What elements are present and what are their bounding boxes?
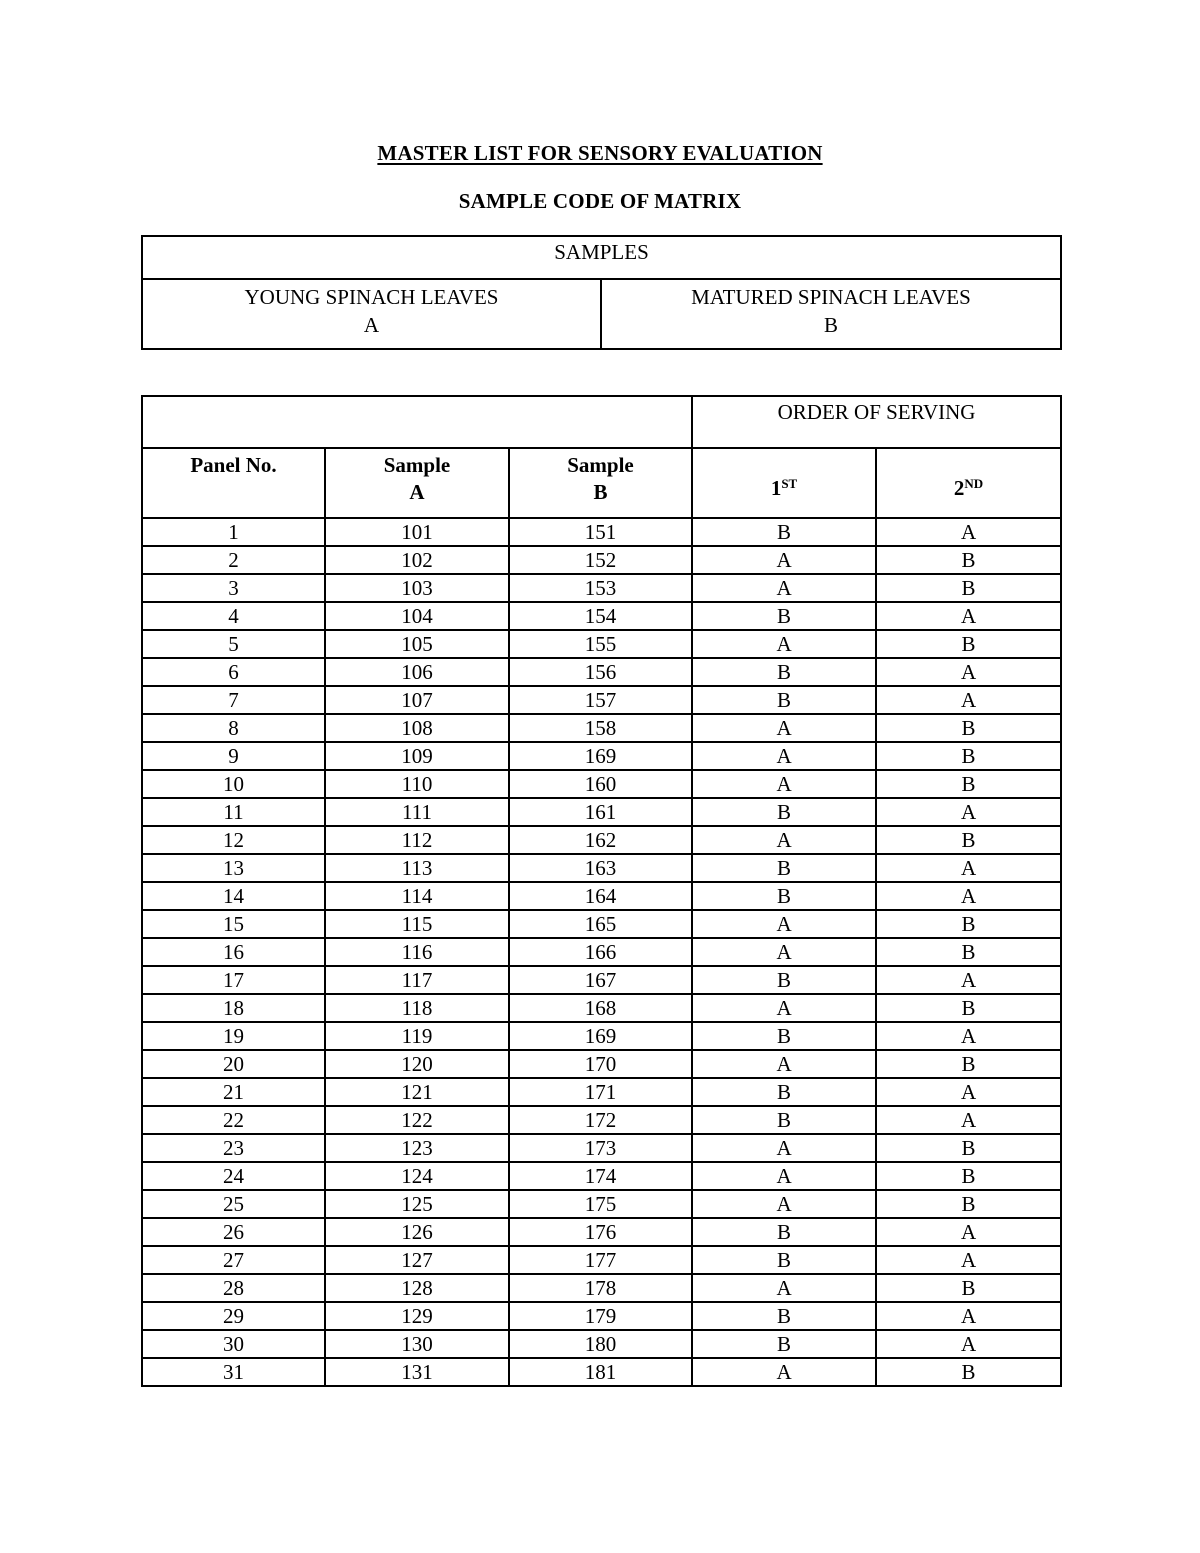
second-serving-cell: A: [876, 966, 1061, 994]
sample-b-code-cell: 169: [509, 742, 692, 770]
second-serving-cell: A: [876, 1106, 1061, 1134]
sample-b-code-cell: 173: [509, 1134, 692, 1162]
serving-matrix-table: [141, 395, 1062, 1387]
sample-b-code-cell: 175: [509, 1190, 692, 1218]
second-serving-cell: A: [876, 1078, 1061, 1106]
first-serving-cell: A: [692, 1134, 876, 1162]
sample-b-code-cell: 168: [509, 994, 692, 1022]
second-serving-cell: A: [876, 798, 1061, 826]
panel-no-cell: 2: [142, 546, 325, 574]
table-row: [142, 1078, 1061, 1106]
sample-a-code-cell: 127: [325, 1246, 509, 1274]
first-order-suffix: ST: [781, 475, 798, 491]
second-serving-cell: B: [876, 770, 1061, 798]
sample-b-code-cell: 164: [509, 882, 692, 910]
panel-no-cell: 26: [142, 1218, 325, 1246]
first-serving-cell: A: [692, 546, 876, 574]
sample-a-code-cell: 108: [325, 714, 509, 742]
panel-no-cell: 24: [142, 1162, 325, 1190]
sample-a-code-cell: 104: [325, 602, 509, 630]
sample-b-code-cell: 171: [509, 1078, 692, 1106]
panel-no-cell: 7: [142, 686, 325, 714]
sample-a-code-cell: 115: [325, 910, 509, 938]
first-serving-cell: B: [692, 1078, 876, 1106]
sample-b-header-line1: Sample: [567, 453, 634, 477]
first-serving-cell: A: [692, 826, 876, 854]
panel-no-cell: 15: [142, 910, 325, 938]
second-serving-cell: A: [876, 658, 1061, 686]
table-row: [142, 1330, 1061, 1358]
first-serving-cell: A: [692, 1274, 876, 1302]
samples-row: [142, 279, 1061, 349]
first-serving-cell: A: [692, 1358, 876, 1386]
sample-matured-cell: [601, 279, 1061, 349]
second-serving-cell: B: [876, 910, 1061, 938]
panel-no-cell: 9: [142, 742, 325, 770]
group-header-row: [142, 396, 1061, 448]
sample-b-code-cell: 152: [509, 546, 692, 574]
panel-no-cell: 23: [142, 1134, 325, 1162]
second-serving-cell: B: [876, 574, 1061, 602]
panel-no-cell: 27: [142, 1246, 325, 1274]
sample-b-code-cell: 154: [509, 602, 692, 630]
sample-a-header: [325, 448, 509, 518]
sample-b-header: [509, 448, 692, 518]
sample-b-code-cell: 178: [509, 1274, 692, 1302]
sample-a-code-cell: 126: [325, 1218, 509, 1246]
sample-a-code-cell: 114: [325, 882, 509, 910]
sample-name: MATURED SPINACH LEAVES: [691, 285, 971, 309]
sample-a-code-cell: 129: [325, 1302, 509, 1330]
first-serving-cell: A: [692, 1190, 876, 1218]
first-serving-cell: A: [692, 994, 876, 1022]
first-serving-cell: A: [692, 574, 876, 602]
table-row: [142, 798, 1061, 826]
sample-b-code-cell: 169: [509, 1022, 692, 1050]
sample-a-code-cell: 116: [325, 938, 509, 966]
first-order-number: 1: [770, 475, 782, 500]
table-row: [142, 1050, 1061, 1078]
sample-young-cell: [142, 279, 601, 349]
first-serving-cell: B: [692, 798, 876, 826]
panel-no-cell: 25: [142, 1190, 325, 1218]
sample-b-code-cell: 181: [509, 1358, 692, 1386]
sample-a-code-cell: 103: [325, 574, 509, 602]
sample-a-code-cell: 110: [325, 770, 509, 798]
first-serving-cell: A: [692, 742, 876, 770]
panel-no-cell: 21: [142, 1078, 325, 1106]
sample-a-code-cell: 120: [325, 1050, 509, 1078]
sample-a-code-cell: 128: [325, 1274, 509, 1302]
first-serving-cell: B: [692, 1246, 876, 1274]
second-order-header: [876, 448, 1061, 518]
table-row: [142, 574, 1061, 602]
panel-no-cell: 10: [142, 770, 325, 798]
first-serving-cell: B: [692, 686, 876, 714]
sample-b-code-cell: 163: [509, 854, 692, 882]
second-order-suffix: ND: [964, 475, 984, 491]
sample-a-code-cell: 130: [325, 1330, 509, 1358]
table-row: [142, 1022, 1061, 1050]
second-serving-cell: A: [876, 854, 1061, 882]
sample-b-code-cell: 177: [509, 1246, 692, 1274]
first-serving-cell: A: [692, 910, 876, 938]
table-row: [142, 518, 1061, 546]
table-row: [142, 546, 1061, 574]
sample-a-code-cell: 122: [325, 1106, 509, 1134]
panel-no-cell: 11: [142, 798, 325, 826]
table-row: [142, 882, 1061, 910]
sample-a-code-cell: 113: [325, 854, 509, 882]
second-serving-cell: B: [876, 1274, 1061, 1302]
sample-a-code-cell: 105: [325, 630, 509, 658]
samples-table: [141, 235, 1062, 350]
second-serving-cell: A: [876, 686, 1061, 714]
sample-a-code-cell: 117: [325, 966, 509, 994]
panel-no-cell: 17: [142, 966, 325, 994]
first-serving-cell: B: [692, 658, 876, 686]
panel-no-cell: 8: [142, 714, 325, 742]
table-row: [142, 994, 1061, 1022]
sample-code: A: [363, 313, 380, 337]
panel-no-cell: 5: [142, 630, 325, 658]
panel-no-cell: 4: [142, 602, 325, 630]
first-serving-cell: A: [692, 938, 876, 966]
sample-name: YOUNG SPINACH LEAVES: [244, 285, 499, 309]
sample-a-code-cell: 109: [325, 742, 509, 770]
second-serving-cell: A: [876, 1218, 1061, 1246]
panel-no-cell: 3: [142, 574, 325, 602]
sample-b-code-cell: 158: [509, 714, 692, 742]
sample-b-code-cell: 153: [509, 574, 692, 602]
sample-b-code-cell: 165: [509, 910, 692, 938]
panel-no-cell: 6: [142, 658, 325, 686]
panel-no-cell: 19: [142, 1022, 325, 1050]
table-row: [142, 1162, 1061, 1190]
second-serving-cell: B: [876, 742, 1061, 770]
sample-b-code-cell: 155: [509, 630, 692, 658]
first-serving-cell: B: [692, 1218, 876, 1246]
second-serving-cell: B: [876, 1190, 1061, 1218]
sample-b-code-cell: 179: [509, 1302, 692, 1330]
table-row: [142, 910, 1061, 938]
first-serving-cell: A: [692, 630, 876, 658]
second-serving-cell: B: [876, 714, 1061, 742]
table-row: [142, 630, 1061, 658]
sample-b-code-cell: 176: [509, 1218, 692, 1246]
panel-no-cell: 28: [142, 1274, 325, 1302]
second-order-number: 2: [953, 475, 965, 500]
table-row: [142, 770, 1061, 798]
sample-b-code-cell: 170: [509, 1050, 692, 1078]
samples-header: SAMPLES: [142, 236, 1061, 279]
second-serving-cell: B: [876, 938, 1061, 966]
first-serving-cell: B: [692, 1302, 876, 1330]
table-row: [142, 1302, 1061, 1330]
order-of-serving-header: ORDER OF SERVING: [692, 396, 1061, 448]
second-serving-cell: B: [876, 1134, 1061, 1162]
sample-b-code-cell: 161: [509, 798, 692, 826]
document-title: MASTER LIST FOR SENSORY EVALUATION: [377, 141, 823, 165]
panel-no-cell: 1: [142, 518, 325, 546]
second-serving-cell: B: [876, 1162, 1061, 1190]
document-subtitle: SAMPLE CODE OF MATRIX: [458, 189, 742, 213]
sample-a-code-cell: 107: [325, 686, 509, 714]
column-header-row: [142, 448, 1061, 518]
first-serving-cell: B: [692, 854, 876, 882]
sample-a-code-cell: 111: [325, 798, 509, 826]
first-serving-cell: A: [692, 1162, 876, 1190]
sample-a-code-cell: 123: [325, 1134, 509, 1162]
sample-b-code-cell: 180: [509, 1330, 692, 1358]
table-row: [142, 1106, 1061, 1134]
table-row: [142, 742, 1061, 770]
table-row: [142, 686, 1061, 714]
sample-b-code-cell: 162: [509, 826, 692, 854]
sample-b-code-cell: 166: [509, 938, 692, 966]
first-order-header: [692, 448, 876, 518]
table-row: [142, 826, 1061, 854]
second-serving-cell: A: [876, 1302, 1061, 1330]
second-serving-cell: A: [876, 518, 1061, 546]
sample-b-code-cell: 174: [509, 1162, 692, 1190]
table-row: [142, 1358, 1061, 1386]
panel-no-cell: 14: [142, 882, 325, 910]
sample-b-code-cell: 157: [509, 686, 692, 714]
panel-no-cell: 18: [142, 994, 325, 1022]
panel-no-header: Panel No.: [142, 448, 325, 518]
panel-no-cell: 20: [142, 1050, 325, 1078]
first-serving-cell: B: [692, 518, 876, 546]
table-row: [142, 1246, 1061, 1274]
sample-a-header-line2: A: [409, 480, 425, 504]
sample-b-code-cell: 151: [509, 518, 692, 546]
second-serving-cell: A: [876, 882, 1061, 910]
first-serving-cell: B: [692, 882, 876, 910]
table-row: [142, 938, 1061, 966]
panel-no-cell: 22: [142, 1106, 325, 1134]
table-row: [142, 1190, 1061, 1218]
panel-no-cell: 12: [142, 826, 325, 854]
second-serving-cell: B: [876, 1358, 1061, 1386]
first-serving-cell: B: [692, 966, 876, 994]
sample-a-code-cell: 125: [325, 1190, 509, 1218]
table-row: [142, 658, 1061, 686]
table-row: [142, 854, 1061, 882]
sample-code: B: [823, 313, 838, 337]
table-row: [142, 714, 1061, 742]
first-serving-cell: B: [692, 1106, 876, 1134]
first-serving-cell: B: [692, 1330, 876, 1358]
samples-header-row: [142, 236, 1061, 279]
first-serving-cell: A: [692, 714, 876, 742]
sample-b-code-cell: 160: [509, 770, 692, 798]
sample-a-code-cell: 121: [325, 1078, 509, 1106]
table-row: [142, 602, 1061, 630]
sample-a-code-cell: 124: [325, 1162, 509, 1190]
second-serving-cell: B: [876, 630, 1061, 658]
sample-a-code-cell: 106: [325, 658, 509, 686]
second-serving-cell: A: [876, 1330, 1061, 1358]
second-serving-cell: B: [876, 546, 1061, 574]
sample-a-code-cell: 112: [325, 826, 509, 854]
second-serving-cell: A: [876, 1022, 1061, 1050]
second-serving-cell: A: [876, 602, 1061, 630]
panel-no-cell: 30: [142, 1330, 325, 1358]
first-serving-cell: B: [692, 1022, 876, 1050]
panel-no-cell: 29: [142, 1302, 325, 1330]
second-serving-cell: A: [876, 1246, 1061, 1274]
table-row: [142, 1274, 1061, 1302]
second-serving-cell: B: [876, 826, 1061, 854]
second-serving-cell: B: [876, 994, 1061, 1022]
panel-no-cell: 13: [142, 854, 325, 882]
table-row: [142, 966, 1061, 994]
first-serving-cell: A: [692, 1050, 876, 1078]
sample-a-code-cell: 102: [325, 546, 509, 574]
first-serving-cell: B: [692, 602, 876, 630]
blank-header-cell: [142, 396, 692, 448]
sample-a-code-cell: 119: [325, 1022, 509, 1050]
second-serving-cell: B: [876, 1050, 1061, 1078]
table-row: [142, 1218, 1061, 1246]
sample-b-code-cell: 156: [509, 658, 692, 686]
sample-a-code-cell: 101: [325, 518, 509, 546]
first-serving-cell: A: [692, 770, 876, 798]
matrix-body: [142, 518, 1061, 1386]
sample-a-header-line1: Sample: [383, 453, 451, 477]
sample-a-code-cell: 118: [325, 994, 509, 1022]
panel-no-cell: 31: [142, 1358, 325, 1386]
sample-b-header-line2: B: [593, 480, 608, 504]
sample-a-code-cell: 131: [325, 1358, 509, 1386]
sample-b-code-cell: 167: [509, 966, 692, 994]
table-row: [142, 1134, 1061, 1162]
sample-b-code-cell: 172: [509, 1106, 692, 1134]
panel-no-cell: 16: [142, 938, 325, 966]
